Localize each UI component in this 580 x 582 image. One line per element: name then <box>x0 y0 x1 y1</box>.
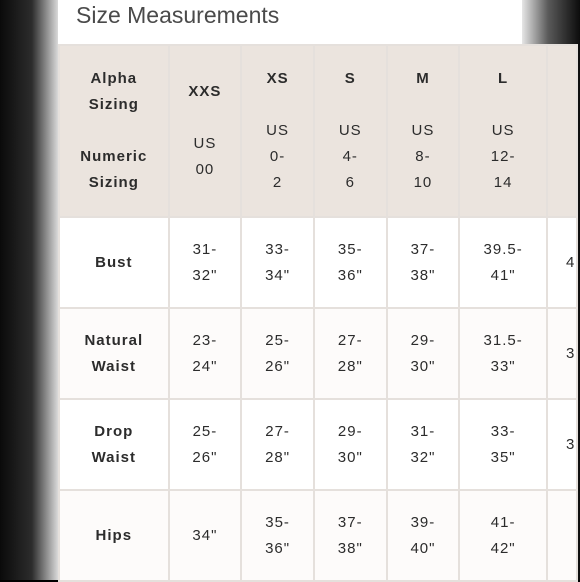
size-numeric-line: 6 <box>345 174 355 191</box>
size-chart-panel <box>58 0 575 580</box>
size-alpha: S <box>344 70 356 87</box>
measurement-value-line: 35- <box>265 513 290 531</box>
measurement-value-line: 26" <box>265 357 291 375</box>
table-row <box>59 217 577 308</box>
measurement-value-line: 42" <box>490 539 516 557</box>
table-row <box>59 308 577 399</box>
size-numeric-line: 8- <box>415 148 431 165</box>
size-alpha: XXS <box>188 83 222 100</box>
measurement-value-cutoff: 4 <box>547 217 577 308</box>
size-table <box>58 44 578 582</box>
size-alpha: M <box>416 70 430 87</box>
measurement-label <box>59 308 169 399</box>
measurement-value <box>314 490 387 581</box>
size-column-header <box>387 45 460 217</box>
header-row <box>59 45 577 217</box>
size-alpha: L <box>498 70 509 87</box>
measurement-value-line: 35- <box>337 240 363 258</box>
size-numeric-line: US <box>338 122 362 139</box>
size-numeric-line: US <box>193 135 217 152</box>
measurement-value-line: 30" <box>410 357 436 375</box>
measurement-value-line: 31- <box>192 240 218 258</box>
measurement-value <box>241 217 314 308</box>
measurement-label-line: Waist <box>91 448 137 466</box>
size-column-header <box>314 45 387 217</box>
measurement-value-line: 28" <box>265 448 291 466</box>
measurement-value-line: 39.5- <box>483 240 523 258</box>
page-title: Size Measurements <box>76 2 280 28</box>
measurement-label-line: Natural <box>84 331 144 349</box>
measurement-value <box>314 217 387 308</box>
background-left <box>0 0 58 580</box>
measurement-value-line: 29- <box>337 422 363 440</box>
measurement-value-line: 39- <box>410 513 436 531</box>
measurement-value <box>387 308 460 399</box>
measurement-value-line: 31.5- <box>483 331 523 349</box>
measurement-value <box>241 399 314 490</box>
measurement-value <box>314 308 387 399</box>
size-column-header <box>459 45 547 217</box>
size-column-header <box>241 45 314 217</box>
size-numeric-line: 4- <box>342 148 358 165</box>
size-numeric <box>170 131 241 183</box>
size-column-header-cutoff <box>547 45 577 217</box>
size-numeric-line: 12- <box>490 148 516 165</box>
measurement-value-cutoff <box>547 490 577 581</box>
measurement-value <box>241 308 314 399</box>
measurement-value <box>387 399 460 490</box>
measurement-value-line: 33- <box>490 422 516 440</box>
measurement-value-line: 41- <box>490 513 516 531</box>
measurement-value-line: 32" <box>192 266 218 284</box>
measurement-value <box>459 490 547 581</box>
measurement-value-line: 36" <box>265 539 291 557</box>
measurement-label <box>59 490 169 581</box>
size-column-header <box>169 45 242 217</box>
size-numeric <box>388 118 459 196</box>
measurement-value-line: 32" <box>410 448 436 466</box>
measurement-value <box>169 490 242 581</box>
measurement-value-line: 37- <box>337 513 363 531</box>
measurement-value-line: 37- <box>410 240 436 258</box>
size-numeric-line: 2 <box>272 174 283 191</box>
size-numeric <box>315 118 386 196</box>
size-numeric-line: 00 <box>195 161 215 178</box>
measurement-value <box>241 490 314 581</box>
size-numeric-line: US <box>411 122 435 139</box>
measurement-value-line: 35" <box>490 448 516 466</box>
size-numeric-line: 0- <box>269 148 286 165</box>
header-label-cell <box>59 45 169 217</box>
measurement-value-line: 40" <box>410 539 436 557</box>
measurement-label <box>59 399 169 490</box>
measurement-value-line: 27- <box>337 331 363 349</box>
measurement-value-line: 25- <box>192 422 218 440</box>
size-numeric-line: US <box>491 122 515 139</box>
measurement-value-line: 23- <box>192 331 218 349</box>
size-numeric-line: 14 <box>493 174 513 191</box>
measurement-label-line: Waist <box>91 357 137 375</box>
measurement-value-line: 33" <box>490 357 516 375</box>
measurement-value <box>314 399 387 490</box>
measurement-value <box>459 308 547 399</box>
size-numeric-line: 10 <box>413 174 433 191</box>
measurement-label <box>59 217 169 308</box>
alpha-sizing-label: Alpha Sizing <box>88 70 139 113</box>
measurement-value <box>169 217 242 308</box>
measurement-value <box>459 217 547 308</box>
measurement-value-line: 29- <box>410 331 436 349</box>
measurement-value <box>387 217 460 308</box>
measurement-value-line: 28" <box>337 357 363 375</box>
table-row <box>59 399 577 490</box>
measurement-value-line: 30" <box>337 448 363 466</box>
measurement-value-line: 34" <box>265 266 291 284</box>
measurement-value-line: 31- <box>410 422 436 440</box>
measurement-value <box>169 308 242 399</box>
measurement-value-line: 41" <box>490 266 516 284</box>
measurement-value-line: 38" <box>337 539 363 557</box>
size-numeric-line: US <box>266 122 290 139</box>
measurement-label-line: Bust <box>95 253 133 271</box>
measurement-label-line: Drop <box>94 422 134 440</box>
measurement-label-line: Hips <box>95 526 133 544</box>
measurement-value-line: 25- <box>265 331 290 349</box>
measurement-value-cutoff: 3 <box>547 399 577 490</box>
measurement-value-cutoff: 3 <box>547 308 577 399</box>
size-alpha: XS <box>266 70 289 87</box>
numeric-sizing-label: Numeric Sizing <box>80 148 148 191</box>
measurement-value-line: 24" <box>192 357 218 375</box>
size-numeric <box>460 118 546 196</box>
measurement-value-line: 38" <box>410 266 436 284</box>
measurement-value-line: 36" <box>337 266 363 284</box>
size-numeric <box>242 118 313 196</box>
measurement-value-line: 33- <box>265 240 290 258</box>
measurement-value <box>387 490 460 581</box>
measurement-value <box>459 399 547 490</box>
measurement-value-line: 34" <box>192 526 218 544</box>
measurement-value <box>169 399 242 490</box>
measurement-value-line: 27- <box>265 422 290 440</box>
table-row <box>59 490 577 581</box>
measurement-value-line: 26" <box>192 448 218 466</box>
